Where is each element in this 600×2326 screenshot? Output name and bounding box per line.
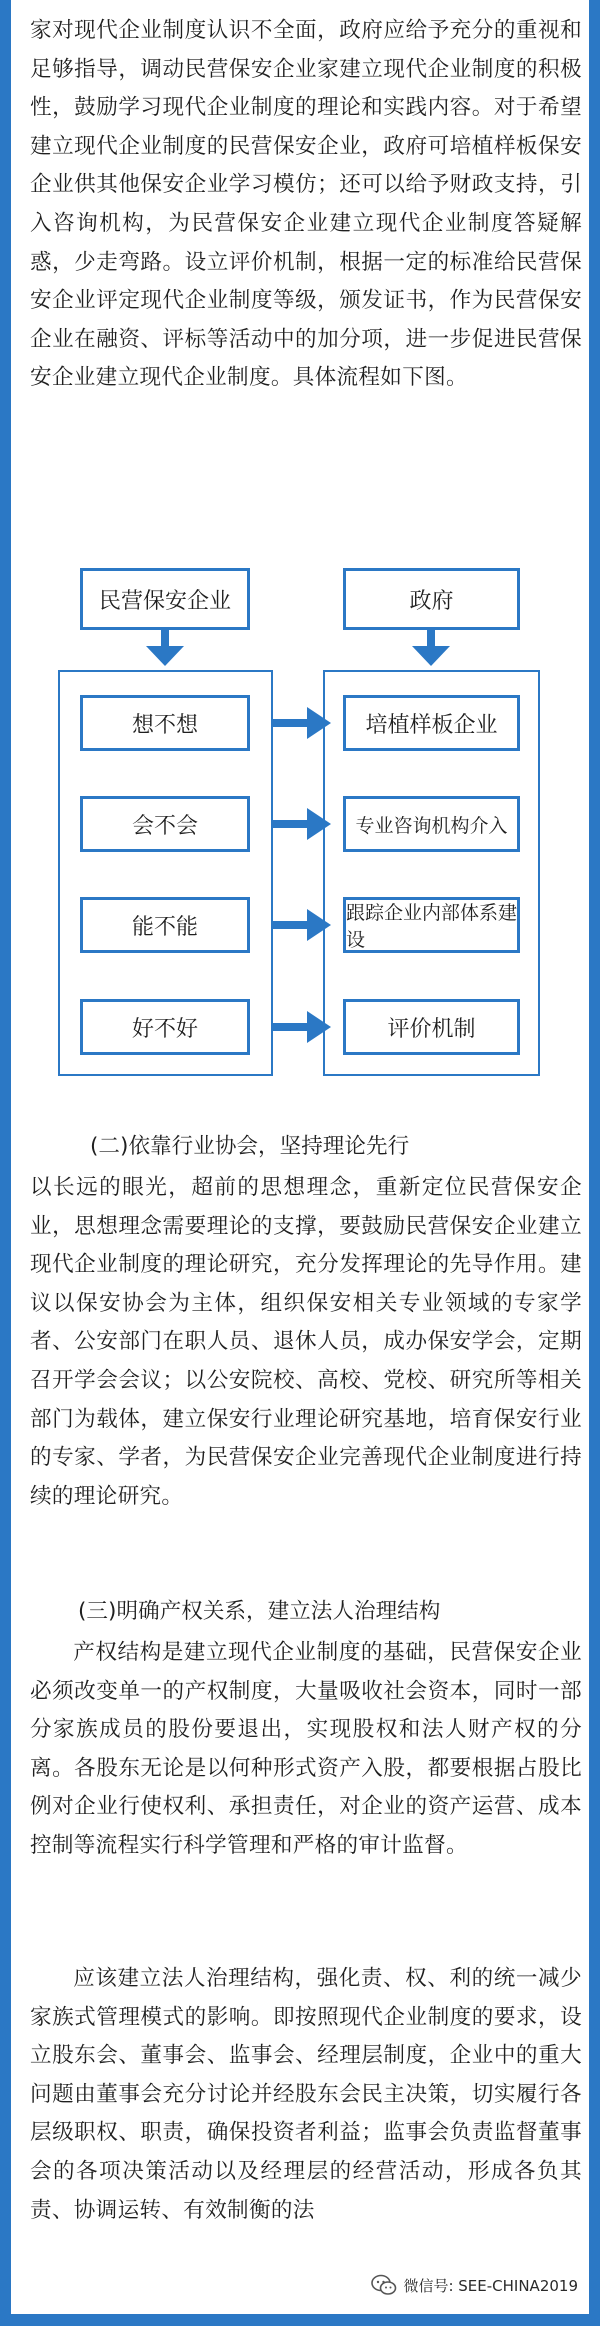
section-heading-3: (三)明确产权关系，建立法人治理结构: [78, 1599, 441, 1624]
left-item-3: 能不能: [80, 897, 250, 953]
right-arrow-icon: [273, 705, 333, 741]
right-arrow-icon: [273, 806, 333, 842]
flow-diagram: [0, 0, 600, 1100]
section-heading-2: (二)依靠行业协会，坚持理论先行: [90, 1134, 410, 1159]
paragraph-industry-association: 以长远的眼光，超前的思想理念，重新定位民营保安企业，思想理念需要理论的支撑，要鼓励民营保安企业建立现代企业制度的理论研究，充分发挥理论的先导作用。建议以保安协会为主体，组织保安相关专业领域的专家学者、公安部门在职人员、退休人员，成办保安学会，定期召开学会会议；以公安院校、高校、党校、研究所等相关部门为载体，建立保安行业理论研究基地，培育保安行业的专家、学者，为民营保安企业完善现代企业制度进行持续的理论研究。: [30, 1175, 582, 1509]
paragraph-intro: 家对现代企业制度认识不全面，政府应给予充分的重视和足够指导，调动民营保安企业家建立现代企业制度的积极性，鼓励学习现代企业制度的理论和实践内容。对于希望建立现代企业制度的民营保安企业，政府可培植样板保安企业供其他保安企业学习模仿；还可以给予财政支持，引入咨询机构，为民营保安企业建立现代企业制度答疑解惑，少走弯路。设立评价机制，根据一定的标准给民营保安企业评定现代企业制度等级，颁发证书，作为民营保安企业在融资、评标等活动中的加分项，进一步促进民营保安企业建立现代企业制度。具体流程如下图。: [30, 18, 582, 391]
right-item-4: 评价机制: [343, 999, 520, 1055]
right-header-box: 政府: [343, 568, 520, 630]
right-arrow-icon: [273, 1009, 333, 1045]
wechat-icon: [371, 2274, 397, 2296]
left-item-1: 想不想: [80, 695, 250, 751]
wechat-watermark: [371, 2274, 578, 2296]
bottom-border: [0, 2314, 600, 2326]
left-item-4: 好不好: [80, 999, 250, 1055]
right-arrow-icon: [273, 907, 333, 943]
down-arrow-icon: [140, 630, 190, 670]
paragraph-property-rights: 产权结构是建立现代企业制度的基础，民营保安企业必须改变单一的产权制度，大量吸收社会资本，同时一部分家族成员的股份要退出，实现股权和法人财产权的分离。各股东无论是以何种形式资产入股，都要根据占股比例对企业行使权利、承担责任，对企业的资产运营、成本控制等流程实行科学管理和严格的审计监督。: [30, 1640, 582, 1858]
left-item-2: 会不会: [80, 796, 250, 852]
left-header-box: 民营保安企业: [80, 568, 250, 630]
right-item-1: 培植样板企业: [343, 695, 520, 751]
right-item-3: 跟踪企业内部体系建设: [343, 897, 520, 953]
watermark-label: 微信号: SEE-CHINA2019: [403, 2276, 578, 2295]
paragraph-governance: 应该建立法人治理结构，强化责、权、利的统一减少家族式管理模式的影响。即按照现代企业制度的要求，设立股东会、董事会、监事会、经理层制度，企业中的重大问题由董事会充分讨论并经股东会民主决策，切实履行各层级职权、职责，确保投资者利益；监事会负责监督董事会的各项决策活动以及经理层的经营活动，形成各负其责、协调运转、有效制衡的法: [30, 1966, 582, 2223]
right-item-2: 专业咨询机构介入: [343, 796, 520, 852]
down-arrow-icon: [406, 630, 456, 670]
